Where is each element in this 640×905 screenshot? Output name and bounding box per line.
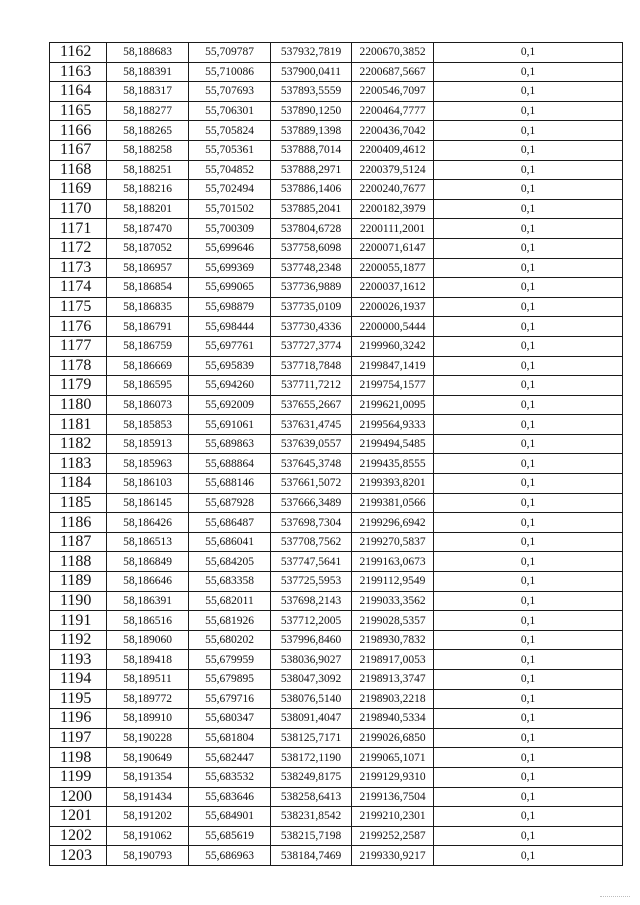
point-number-cell: 1181 [50, 415, 107, 435]
latitude-cell: 58,185853 [107, 415, 189, 435]
accuracy-cell: 0,1 [434, 395, 623, 415]
point-number-cell: 1177 [50, 336, 107, 356]
latitude-cell: 58,190649 [107, 748, 189, 768]
accuracy-cell: 0,1 [434, 180, 623, 200]
y-coordinate-cell: 2200379,5124 [352, 160, 434, 180]
latitude-cell: 58,189418 [107, 650, 189, 670]
longitude-cell: 55,684901 [189, 807, 271, 827]
accuracy-cell: 0,1 [434, 552, 623, 572]
longitude-cell: 55,706301 [189, 101, 271, 121]
accuracy-cell: 0,1 [434, 356, 623, 376]
x-coordinate-cell: 537639,0557 [271, 434, 352, 454]
point-number-cell: 1183 [50, 454, 107, 474]
x-coordinate-cell: 537758,6098 [271, 238, 352, 258]
x-coordinate-cell: 537711,7212 [271, 376, 352, 396]
y-coordinate-cell: 2200670,3852 [352, 43, 434, 63]
accuracy-cell: 0,1 [434, 591, 623, 611]
x-coordinate-cell: 537885,2041 [271, 199, 352, 219]
y-coordinate-cell: 2200037,1612 [352, 278, 434, 298]
point-number-cell: 1180 [50, 395, 107, 415]
accuracy-cell: 0,1 [434, 376, 623, 396]
accuracy-cell: 0,1 [434, 434, 623, 454]
point-number-cell: 1169 [50, 180, 107, 200]
x-coordinate-cell: 537890,1250 [271, 101, 352, 121]
latitude-cell: 58,188201 [107, 199, 189, 219]
point-number-cell: 1163 [50, 62, 107, 82]
table-row [50, 415, 623, 435]
y-coordinate-cell: 2199210,2301 [352, 807, 434, 827]
y-coordinate-cell: 2199960,3242 [352, 336, 434, 356]
longitude-cell: 55,700309 [189, 219, 271, 239]
longitude-cell: 55,699065 [189, 278, 271, 298]
latitude-cell: 58,186391 [107, 591, 189, 611]
table-row [50, 572, 623, 592]
longitude-cell: 55,681926 [189, 611, 271, 631]
point-number-cell: 1187 [50, 532, 107, 552]
y-coordinate-cell: 2200240,7677 [352, 180, 434, 200]
x-coordinate-cell: 537631,4745 [271, 415, 352, 435]
longitude-cell: 55,683646 [189, 787, 271, 807]
point-number-cell: 1195 [50, 689, 107, 709]
latitude-cell: 58,186957 [107, 258, 189, 278]
table-row [50, 767, 623, 787]
table-row [50, 709, 623, 729]
x-coordinate-cell: 537645,3748 [271, 454, 352, 474]
latitude-cell: 58,190228 [107, 728, 189, 748]
accuracy-cell: 0,1 [434, 121, 623, 141]
table-row [50, 787, 623, 807]
x-coordinate-cell: 537889,1398 [271, 121, 352, 141]
accuracy-cell: 0,1 [434, 846, 623, 866]
latitude-cell: 58,186759 [107, 336, 189, 356]
y-coordinate-cell: 2199033,3562 [352, 591, 434, 611]
accuracy-cell: 0,1 [434, 611, 623, 631]
point-number-cell: 1203 [50, 846, 107, 866]
point-number-cell: 1182 [50, 434, 107, 454]
table-row [50, 630, 623, 650]
table-row [50, 513, 623, 533]
y-coordinate-cell: 2198940,5334 [352, 709, 434, 729]
accuracy-cell: 0,1 [434, 650, 623, 670]
point-number-cell: 1167 [50, 140, 107, 160]
x-coordinate-cell: 537900,0411 [271, 62, 352, 82]
latitude-cell: 58,186669 [107, 356, 189, 376]
latitude-cell: 58,188277 [107, 101, 189, 121]
accuracy-cell: 0,1 [434, 532, 623, 552]
y-coordinate-cell: 2200182,3979 [352, 199, 434, 219]
x-coordinate-cell: 537655,2667 [271, 395, 352, 415]
table-row [50, 297, 623, 317]
accuracy-cell: 0,1 [434, 748, 623, 768]
latitude-cell: 58,186145 [107, 493, 189, 513]
table-row [50, 101, 623, 121]
longitude-cell: 55,685619 [189, 826, 271, 846]
longitude-cell: 55,697761 [189, 336, 271, 356]
table-row [50, 807, 623, 827]
longitude-cell: 55,705824 [189, 121, 271, 141]
table-row [50, 689, 623, 709]
latitude-cell: 58,187470 [107, 219, 189, 239]
point-number-cell: 1192 [50, 630, 107, 650]
y-coordinate-cell: 2199270,5837 [352, 532, 434, 552]
accuracy-cell: 0,1 [434, 317, 623, 337]
y-coordinate-cell: 2199847,1419 [352, 356, 434, 376]
table-row [50, 670, 623, 690]
x-coordinate-cell: 538125,7171 [271, 728, 352, 748]
table-row [50, 611, 623, 631]
latitude-cell: 58,186854 [107, 278, 189, 298]
table-row [50, 121, 623, 141]
x-coordinate-cell: 537748,2348 [271, 258, 352, 278]
point-number-cell: 1168 [50, 160, 107, 180]
y-coordinate-cell: 2200546,7097 [352, 82, 434, 102]
longitude-cell: 55,699369 [189, 258, 271, 278]
y-coordinate-cell: 2200464,7777 [352, 101, 434, 121]
accuracy-cell: 0,1 [434, 670, 623, 690]
x-coordinate-cell: 537932,7819 [271, 43, 352, 63]
point-number-cell: 1198 [50, 748, 107, 768]
longitude-cell: 55,679716 [189, 689, 271, 709]
accuracy-cell: 0,1 [434, 297, 623, 317]
accuracy-cell: 0,1 [434, 572, 623, 592]
latitude-cell: 58,191202 [107, 807, 189, 827]
x-coordinate-cell: 537698,2143 [271, 591, 352, 611]
table-row [50, 748, 623, 768]
table-row [50, 493, 623, 513]
accuracy-cell: 0,1 [434, 336, 623, 356]
y-coordinate-cell: 2199112,9549 [352, 572, 434, 592]
latitude-cell: 58,189772 [107, 689, 189, 709]
accuracy-cell: 0,1 [434, 101, 623, 121]
x-coordinate-cell: 537888,7014 [271, 140, 352, 160]
y-coordinate-cell: 2198917,0053 [352, 650, 434, 670]
latitude-cell: 58,189060 [107, 630, 189, 650]
table-row [50, 650, 623, 670]
point-number-cell: 1170 [50, 199, 107, 219]
point-number-cell: 1165 [50, 101, 107, 121]
longitude-cell: 55,686041 [189, 532, 271, 552]
longitude-cell: 55,698879 [189, 297, 271, 317]
point-number-cell: 1175 [50, 297, 107, 317]
y-coordinate-cell: 2199026,6850 [352, 728, 434, 748]
x-coordinate-cell: 537708,7562 [271, 532, 352, 552]
latitude-cell: 58,186595 [107, 376, 189, 396]
table-row [50, 336, 623, 356]
x-coordinate-cell: 537661,5072 [271, 474, 352, 494]
point-number-cell: 1189 [50, 572, 107, 592]
latitude-cell: 58,186426 [107, 513, 189, 533]
x-coordinate-cell: 538091,4047 [271, 709, 352, 729]
accuracy-cell: 0,1 [434, 728, 623, 748]
longitude-cell: 55,682011 [189, 591, 271, 611]
latitude-cell: 58,188317 [107, 82, 189, 102]
y-coordinate-cell: 2199028,5357 [352, 611, 434, 631]
y-coordinate-cell: 2199381,0566 [352, 493, 434, 513]
y-coordinate-cell: 2199330,9217 [352, 846, 434, 866]
accuracy-cell: 0,1 [434, 474, 623, 494]
latitude-cell: 58,186073 [107, 395, 189, 415]
x-coordinate-cell: 538231,8542 [271, 807, 352, 827]
x-coordinate-cell: 537666,3489 [271, 493, 352, 513]
x-coordinate-cell: 537747,5641 [271, 552, 352, 572]
table-row [50, 258, 623, 278]
longitude-cell: 55,695839 [189, 356, 271, 376]
point-number-cell: 1199 [50, 767, 107, 787]
longitude-cell: 55,680347 [189, 709, 271, 729]
accuracy-cell: 0,1 [434, 493, 623, 513]
latitude-cell: 58,185963 [107, 454, 189, 474]
longitude-cell: 55,710086 [189, 62, 271, 82]
accuracy-cell: 0,1 [434, 199, 623, 219]
longitude-cell: 55,701502 [189, 199, 271, 219]
accuracy-cell: 0,1 [434, 630, 623, 650]
x-coordinate-cell: 537718,7848 [271, 356, 352, 376]
point-number-cell: 1166 [50, 121, 107, 141]
x-coordinate-cell: 538184,7469 [271, 846, 352, 866]
point-number-cell: 1193 [50, 650, 107, 670]
accuracy-cell: 0,1 [434, 787, 623, 807]
y-coordinate-cell: 2200026,1937 [352, 297, 434, 317]
x-coordinate-cell: 537736,9889 [271, 278, 352, 298]
latitude-cell: 58,191062 [107, 826, 189, 846]
x-coordinate-cell: 537725,5953 [271, 572, 352, 592]
latitude-cell: 58,190793 [107, 846, 189, 866]
point-number-cell: 1200 [50, 787, 107, 807]
latitude-cell: 58,186646 [107, 572, 189, 592]
accuracy-cell: 0,1 [434, 238, 623, 258]
x-coordinate-cell: 537886,1406 [271, 180, 352, 200]
longitude-cell: 55,694260 [189, 376, 271, 396]
table-row [50, 82, 623, 102]
accuracy-cell: 0,1 [434, 689, 623, 709]
table-row [50, 532, 623, 552]
x-coordinate-cell: 538076,5140 [271, 689, 352, 709]
table-row [50, 395, 623, 415]
point-number-cell: 1202 [50, 826, 107, 846]
x-coordinate-cell: 537893,5559 [271, 82, 352, 102]
accuracy-cell: 0,1 [434, 513, 623, 533]
point-number-cell: 1174 [50, 278, 107, 298]
y-coordinate-cell: 2199564,9333 [352, 415, 434, 435]
table-row [50, 317, 623, 337]
coordinates-table-body [50, 43, 623, 866]
longitude-cell: 55,704852 [189, 160, 271, 180]
y-coordinate-cell: 2199435,8555 [352, 454, 434, 474]
longitude-cell: 55,682447 [189, 748, 271, 768]
longitude-cell: 55,689863 [189, 434, 271, 454]
x-coordinate-cell: 537888,2971 [271, 160, 352, 180]
longitude-cell: 55,681804 [189, 728, 271, 748]
y-coordinate-cell: 2199754,1577 [352, 376, 434, 396]
longitude-cell: 55,686963 [189, 846, 271, 866]
scan-artifact [600, 896, 630, 899]
x-coordinate-cell: 538036,9027 [271, 650, 352, 670]
table-row [50, 199, 623, 219]
table-row [50, 180, 623, 200]
point-number-cell: 1196 [50, 709, 107, 729]
accuracy-cell: 0,1 [434, 82, 623, 102]
x-coordinate-cell: 538047,3092 [271, 670, 352, 690]
y-coordinate-cell: 2199621,0095 [352, 395, 434, 415]
x-coordinate-cell: 538249,8175 [271, 767, 352, 787]
x-coordinate-cell: 537712,2005 [271, 611, 352, 631]
point-number-cell: 1171 [50, 219, 107, 239]
accuracy-cell: 0,1 [434, 807, 623, 827]
table-row [50, 454, 623, 474]
latitude-cell: 58,187052 [107, 238, 189, 258]
x-coordinate-cell: 537730,4336 [271, 317, 352, 337]
y-coordinate-cell: 2199494,5485 [352, 434, 434, 454]
point-number-cell: 1162 [50, 43, 107, 63]
point-number-cell: 1172 [50, 238, 107, 258]
accuracy-cell: 0,1 [434, 454, 623, 474]
table-row [50, 356, 623, 376]
point-number-cell: 1184 [50, 474, 107, 494]
latitude-cell: 58,188258 [107, 140, 189, 160]
latitude-cell: 58,188216 [107, 180, 189, 200]
x-coordinate-cell: 538258,6413 [271, 787, 352, 807]
point-number-cell: 1201 [50, 807, 107, 827]
y-coordinate-cell: 2199296,6942 [352, 513, 434, 533]
y-coordinate-cell: 2200071,6147 [352, 238, 434, 258]
point-number-cell: 1179 [50, 376, 107, 396]
y-coordinate-cell: 2198930,7832 [352, 630, 434, 650]
latitude-cell: 58,189910 [107, 709, 189, 729]
table-row [50, 552, 623, 572]
latitude-cell: 58,185913 [107, 434, 189, 454]
longitude-cell: 55,687928 [189, 493, 271, 513]
y-coordinate-cell: 2199393,8201 [352, 474, 434, 494]
y-coordinate-cell: 2198903,2218 [352, 689, 434, 709]
x-coordinate-cell: 538172,1190 [271, 748, 352, 768]
x-coordinate-cell: 537804,6728 [271, 219, 352, 239]
point-number-cell: 1164 [50, 82, 107, 102]
latitude-cell: 58,191354 [107, 767, 189, 787]
accuracy-cell: 0,1 [434, 258, 623, 278]
y-coordinate-cell: 2200111,2001 [352, 219, 434, 239]
latitude-cell: 58,186835 [107, 297, 189, 317]
latitude-cell: 58,188683 [107, 43, 189, 63]
longitude-cell: 55,684205 [189, 552, 271, 572]
longitude-cell: 55,683532 [189, 767, 271, 787]
table-row [50, 846, 623, 866]
point-number-cell: 1194 [50, 670, 107, 690]
y-coordinate-cell: 2200055,1877 [352, 258, 434, 278]
y-coordinate-cell: 2200409,4612 [352, 140, 434, 160]
y-coordinate-cell: 2200436,7042 [352, 121, 434, 141]
y-coordinate-cell: 2198913,3747 [352, 670, 434, 690]
x-coordinate-cell: 537727,3774 [271, 336, 352, 356]
x-coordinate-cell: 538215,7198 [271, 826, 352, 846]
table-row [50, 434, 623, 454]
longitude-cell: 55,679895 [189, 670, 271, 690]
longitude-cell: 55,698444 [189, 317, 271, 337]
y-coordinate-cell: 2199252,2587 [352, 826, 434, 846]
point-number-cell: 1197 [50, 728, 107, 748]
table-row [50, 376, 623, 396]
point-number-cell: 1185 [50, 493, 107, 513]
point-number-cell: 1188 [50, 552, 107, 572]
longitude-cell: 55,705361 [189, 140, 271, 160]
latitude-cell: 58,189511 [107, 670, 189, 690]
y-coordinate-cell: 2199065,1071 [352, 748, 434, 768]
accuracy-cell: 0,1 [434, 709, 623, 729]
latitude-cell: 58,188391 [107, 62, 189, 82]
x-coordinate-cell: 537698,7304 [271, 513, 352, 533]
table-row [50, 474, 623, 494]
x-coordinate-cell: 537996,8460 [271, 630, 352, 650]
accuracy-cell: 0,1 [434, 43, 623, 63]
y-coordinate-cell: 2199136,7504 [352, 787, 434, 807]
longitude-cell: 55,692009 [189, 395, 271, 415]
y-coordinate-cell: 2199163,0673 [352, 552, 434, 572]
accuracy-cell: 0,1 [434, 160, 623, 180]
longitude-cell: 55,709787 [189, 43, 271, 63]
accuracy-cell: 0,1 [434, 140, 623, 160]
longitude-cell: 55,686487 [189, 513, 271, 533]
table-row [50, 826, 623, 846]
latitude-cell: 58,191434 [107, 787, 189, 807]
longitude-cell: 55,691061 [189, 415, 271, 435]
longitude-cell: 55,680202 [189, 630, 271, 650]
longitude-cell: 55,679959 [189, 650, 271, 670]
y-coordinate-cell: 2200000,5444 [352, 317, 434, 337]
accuracy-cell: 0,1 [434, 826, 623, 846]
longitude-cell: 55,688864 [189, 454, 271, 474]
table-row [50, 728, 623, 748]
accuracy-cell: 0,1 [434, 219, 623, 239]
latitude-cell: 58,186849 [107, 552, 189, 572]
y-coordinate-cell: 2200687,5667 [352, 62, 434, 82]
latitude-cell: 58,186103 [107, 474, 189, 494]
latitude-cell: 58,188251 [107, 160, 189, 180]
point-number-cell: 1186 [50, 513, 107, 533]
coordinates-table [49, 42, 623, 866]
table-row [50, 160, 623, 180]
longitude-cell: 55,688146 [189, 474, 271, 494]
accuracy-cell: 0,1 [434, 415, 623, 435]
x-coordinate-cell: 537735,0109 [271, 297, 352, 317]
longitude-cell: 55,699646 [189, 238, 271, 258]
table-row [50, 62, 623, 82]
point-number-cell: 1191 [50, 611, 107, 631]
accuracy-cell: 0,1 [434, 62, 623, 82]
point-number-cell: 1173 [50, 258, 107, 278]
accuracy-cell: 0,1 [434, 767, 623, 787]
table-row [50, 43, 623, 63]
longitude-cell: 55,707693 [189, 82, 271, 102]
table-row [50, 219, 623, 239]
latitude-cell: 58,186791 [107, 317, 189, 337]
accuracy-cell: 0,1 [434, 278, 623, 298]
longitude-cell: 55,702494 [189, 180, 271, 200]
point-number-cell: 1178 [50, 356, 107, 376]
latitude-cell: 58,188265 [107, 121, 189, 141]
point-number-cell: 1190 [50, 591, 107, 611]
table-row [50, 140, 623, 160]
table-row [50, 278, 623, 298]
point-number-cell: 1176 [50, 317, 107, 337]
table-row [50, 238, 623, 258]
latitude-cell: 58,186513 [107, 532, 189, 552]
y-coordinate-cell: 2199129,9310 [352, 767, 434, 787]
latitude-cell: 58,186516 [107, 611, 189, 631]
table-row [50, 591, 623, 611]
longitude-cell: 55,683358 [189, 572, 271, 592]
